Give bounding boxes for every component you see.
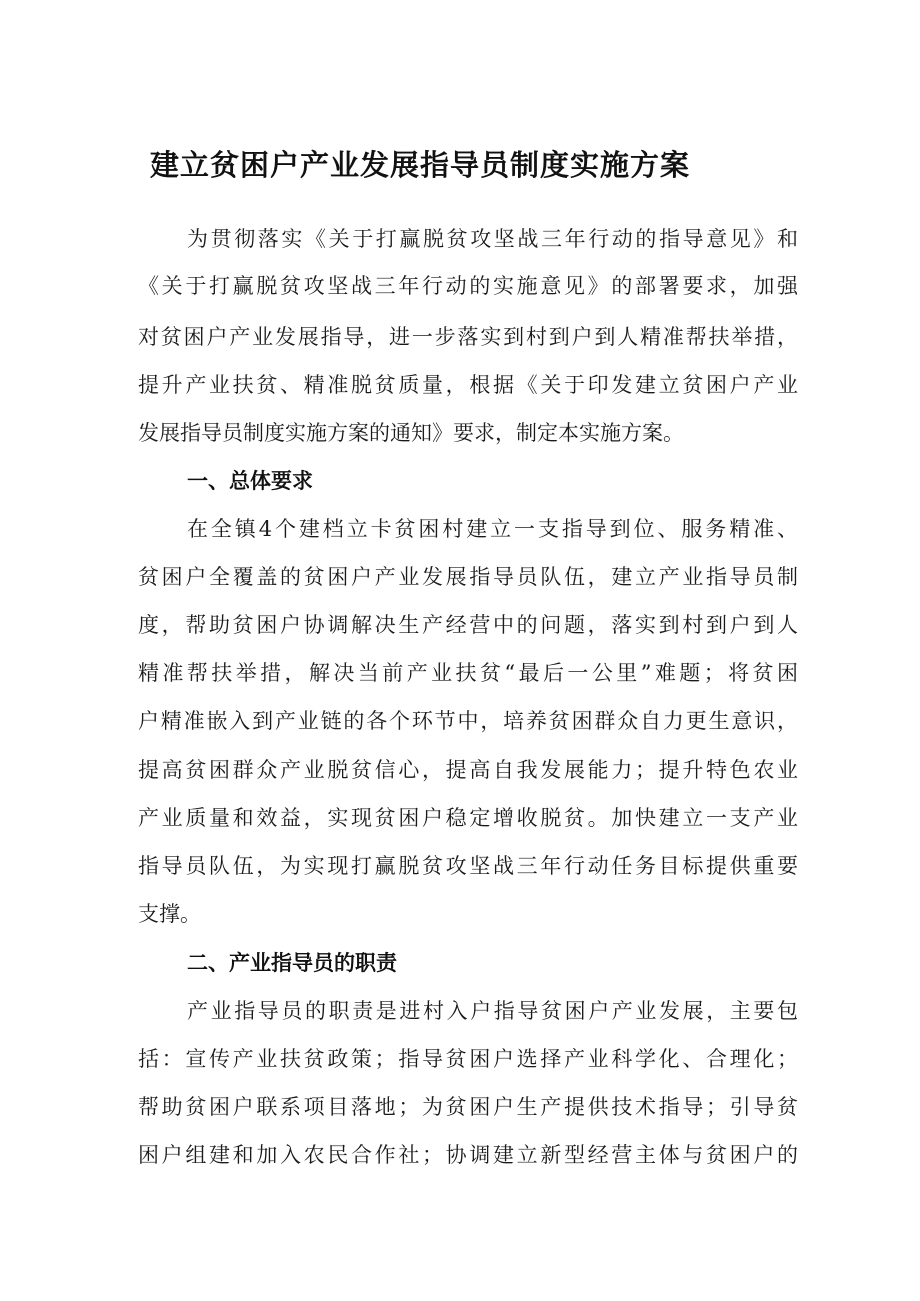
- paragraph-line: 对贫困户产业发展指导，进一步落实到村到户到人精准帮扶举措，: [138, 325, 798, 349]
- paragraph-line: 精准帮扶举措，解决当前产业扶贫“最后一公里”难题；将贫困: [138, 661, 798, 685]
- paragraph-line: 提高贫困群众产业脱贫信心，提高自我发展能力；提升特色农业: [138, 758, 798, 782]
- paragraph-line: 《关于打赢脱贫攻坚战三年行动的实施意见》的部署要求，加强: [138, 274, 798, 298]
- paragraph-line: 括：宣传产业扶贫政策；指导贫困户选择产业科学化、合理化；: [138, 1047, 798, 1071]
- paragraph-line: 提升产业扶贫、精准脱贫质量，根据《关于印发建立贫困户产业: [138, 373, 798, 397]
- paragraph-line: 支撑。: [138, 902, 201, 926]
- paragraph-line: 产业质量和效益，实现贫困户稳定增收脱贫。加快建立一支产业: [138, 806, 798, 830]
- paragraph-line: 产业指导员的职责是进村入户指导贫困户产业发展，主要包: [187, 999, 798, 1023]
- section-heading-instructor-duties: 二、产业指导员的职责: [187, 951, 397, 975]
- paragraph-line: 发展指导员制度实施方案的通知》要求，制定本实施方案。: [138, 421, 684, 445]
- paragraph-line: 户精准嵌入到产业链的各个环节中，培养贫困群众自力更生意识，: [138, 709, 798, 733]
- document-title: 建立贫困户产业发展指导员制度实施方案: [150, 148, 691, 182]
- paragraph-line: 度，帮助贫困户协调解决生产经营中的问题，落实到村到户到人: [138, 613, 798, 637]
- paragraph-line: 指导员队伍，为实现打赢脱贫攻坚战三年行动任务目标提供重要: [138, 854, 798, 878]
- paragraph-line: 困户组建和加入农民合作社；协调建立新型经营主体与贫困户的: [138, 1143, 798, 1167]
- paragraph-line: 为贯彻落实《关于打赢脱贫攻坚战三年行动的指导意见》和: [187, 227, 798, 251]
- paragraph-line: 贫困户全覆盖的贫困户产业发展指导员队伍，建立产业指导员制: [138, 565, 798, 589]
- paragraph-line: 帮助贫困户联系项目落地；为贫困户生产提供技术指导；引导贫: [138, 1095, 798, 1119]
- paragraph-line: 在全镇4个建档立卡贫困村建立一支指导到位、服务精准、: [187, 517, 798, 541]
- section-heading-overall-requirements: 一、总体要求: [187, 469, 313, 493]
